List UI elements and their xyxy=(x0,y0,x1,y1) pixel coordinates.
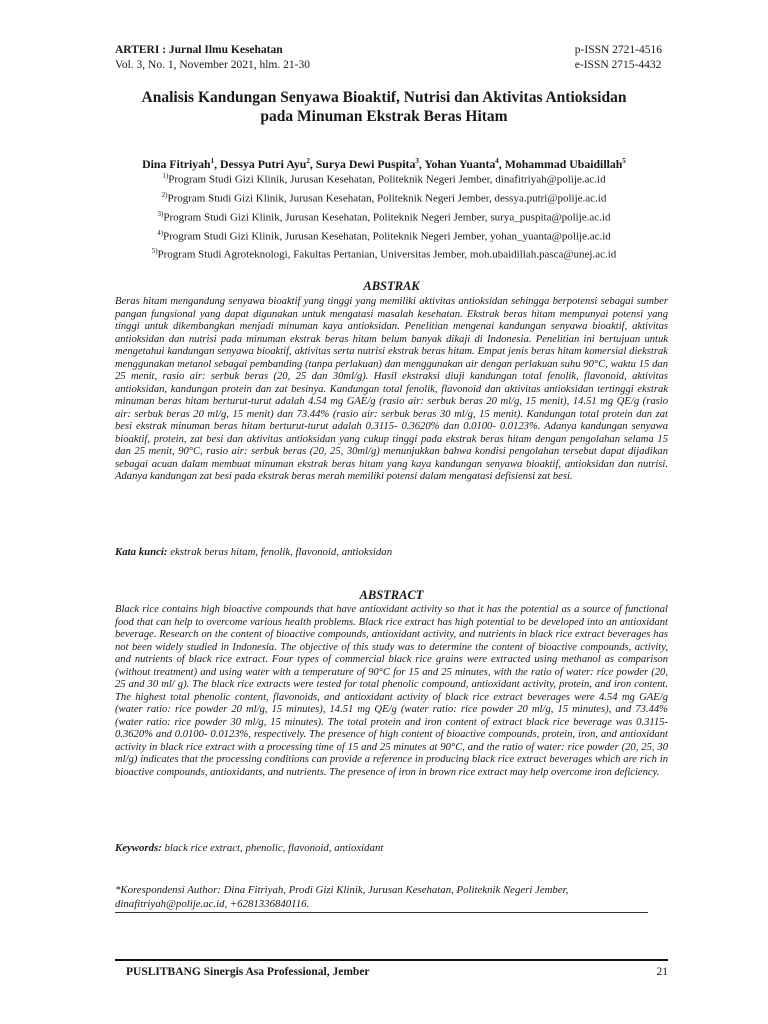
kata-kunci xyxy=(115,546,668,558)
affiliation xyxy=(100,244,668,263)
kata-kunci-text: ekstrak beras hitam, fenolik, flavonoid, antioksidan xyxy=(170,546,393,558)
title-line-2: pada Minuman Ekstrak Beras Hitam xyxy=(260,108,508,125)
affiliation-sup: 4) xyxy=(157,228,164,237)
affiliation xyxy=(100,226,668,245)
keywords-text: black rice extract, phenolic, flavonoid, antioxidant xyxy=(164,842,384,854)
author-sup: 5 xyxy=(622,157,626,165)
affiliation-sup: 1) xyxy=(162,172,169,180)
affiliation-list xyxy=(100,169,668,263)
affiliation xyxy=(100,169,668,188)
keywords xyxy=(115,842,668,854)
author-name: Surya Dewi Puspita xyxy=(315,156,416,171)
author-name: Dessya Putri Ayu xyxy=(220,156,307,171)
abstrak-heading: ABSTRAK xyxy=(363,279,420,293)
journal-header xyxy=(115,43,310,73)
affiliation xyxy=(100,207,668,226)
affiliation-text: Program Studi Gizi Klinik, Jurusan Kesehatan, Politeknik Negeri Jember, dessya.putri@polije.ac.id xyxy=(167,192,607,205)
affiliation-text: Program Studi Gizi Klinik, Jurusan Kesehatan, Politeknik Negeri Jember, yohan_yuanta@polije.ac.id xyxy=(163,230,611,243)
journal-name: ARTERI : Jurnal Ilmu Kesehatan xyxy=(115,44,283,56)
affiliation xyxy=(100,188,668,207)
author-sup: 2 xyxy=(306,157,310,165)
e-issn: e-ISSN 2715-4432 xyxy=(574,59,662,71)
abstract-body: Black rice contains high bioactive compounds that have antioxidant activity so that it has the potential as a source of functional food that can help to overcome various health problems. Black rice extract has high potential to be developed into an antioxidant beverage. Research on the content of bioactive compounds, antioxidant activity, and nutrients in black rice extract beverages has not been widely studied in Indonesia. The objective of this study was to determine the content of bioactive compounds, activity, and nutrients of black rice extract. Four types of commercial black rice grains were extracted using methanol as comparison (without treatment) and using water with a temperature of 90°C for 15 and 25 minutes, with the ratio of water: rice powder (20, 25 and 30 ml/ g). The black rice extracts were tested for total phenolic compound, antioxidant activity, protein, and iron content. The highest total phenolic content, flavonoids, and antioxidant activity of black rice extract beverages were 4.54 mg GAE/g (water ratio: rice powder 20 ml/g, 15 minutes), 14.51 mg QE/g (water ratio: rice powder 20 ml/g, 15 minutes), and 73.44% (water ratio: rice powder 30 ml/g, 15 minutes). The total protein and iron content of extract black rice beverage was 0.3115- 0.3620% and 0.0100- 0.0123%, respectively. The presence of high content of bioactive compounds, protein, iron, and antioxidant activity in black rice extract with a processing time of 15 and 25 minutes at 90°C, and the ratio of water: rice powder (20, 25, 30 ml/g) indicates that the processing conditions can provide a reference in producing black rice extract beverages which are rich in bioactive compounds, antioxidants, and nutrients. The presence of iron in brown rice extract may help overcome iron deficiency. xyxy=(115,604,668,778)
publisher-name: PUSLITBANG Sinergis Asa Professional, Jember xyxy=(126,966,370,978)
affiliation-sup: 5) xyxy=(151,247,158,256)
kata-kunci-label: Kata kunci: xyxy=(115,546,168,558)
correspondence-line-2: dinafitriyah@polije.ac.id, +6281336840116. xyxy=(115,898,310,910)
p-issn: p-ISSN 2721-4516 xyxy=(574,44,662,56)
issn-block xyxy=(575,43,662,73)
affiliation-text: Program Studi Gizi Klinik, Jurusan Kesehatan, Politeknik Negeri Jember, dinafitriyah@polije.ac.id xyxy=(168,173,606,186)
correspondence-note xyxy=(115,883,668,911)
author-name: Mohammad Ubaidillah xyxy=(504,156,623,171)
journal-volume: Vol. 3, No. 1, November 2021, hlm. 21-30 xyxy=(115,59,310,71)
author-list: Dina Fitriyah$^1$, Dessya Putri Ayu$^2$, Surya Dewi Puspita$^3$, Yohan Yuanta$^4$, Mohammad Ubaidillah$^5$ xyxy=(142,156,626,171)
affiliation-text: Program Studi Agroteknologi, Fakultas Pertanian, Universitas Jember, moh.ubaidillah.pasca@unej.ac.id xyxy=(157,249,617,262)
page-number: 21 xyxy=(656,966,668,978)
author-sup: 4 xyxy=(495,157,499,165)
affiliation-sup: 2) xyxy=(161,190,168,199)
author-sup: 1 xyxy=(210,157,215,165)
footer-rule xyxy=(115,959,668,961)
title-line-1: Analisis Kandungan Senyawa Bioaktif, Nutrisi dan Aktivitas Antioksidan xyxy=(141,89,627,106)
keywords-label: Keywords: xyxy=(115,842,162,854)
author-name: Dina Fitriyah xyxy=(142,156,211,171)
abstrak-body: Beras hitam mengandung senyawa bioaktif yang tinggi yang memiliki aktivitas antioksidan sehingga berpotensi sebagai sumber pangan fungsional yang dapat digunakan untuk mengatasi masalah kesehatan. Ekstrak beras hitam mempunyai potensi yang tinggi untuk dikembangkan menjadi minuman kaya antioksidan. Penelitian mengenai kandungan senyawa bioaktif, aktivitas antioksidan dan nutrisi pada minuman ekstrak beras hitam belum banyak dikaji di Indonesia. Penelitian ini bertujuan untuk mengetahui kandungan senyawa bioaktif, aktivitas serta nutrisi ekstrak beras hitam. Empat jenis beras hitam komersial diekstrak menggunakan metanol sebagai pembanding (tanpa perlakuan) dan menggunakan air dengan perlakuan suhu 90°C, waktu 15 dan 25 menit, rasio air: serbuk beras (20, 25 dan 30ml/g). Hasil ekstraksi diuji kandungan total fenolik, flavonoid, aktivitas antioksidan, kandungan protein dan zat besinya. Kandungan total fenolik, flavonoid dan aktivitas antioksidan tertinggi ekstrak minuman beras hitam berturut-turut adalah 4.54 mg GAE/g (rasio air: serbuk beras 20 ml/g, 15 menit), 14.51 mg QE/g (rasio air: serbuk beras 20 ml/g, 15 menit) dan 73.44% (rasio air: serbuk beras 30 ml/g, 15 menit). Kandungan total protein dan zat besi ekstrak minuman beras hitam berturut-turut adalah 0.3115- 0.3620% dan 0.0100- 0.0123%. Adanya kandungan senyawa bioaktif, protein, zat besi dan aktivitas antioksidan yang cukup tinggi pada ekstrak beras hitam dengan pengolahan selama 15 dan 25 menit, 90°C, rasio air: serbuk beras (20, 25, 30ml/g) menunjukkan bahwa kondisi pengolahan tersebut dapat dijadikan sebagai acuan dalam membuat minuman ekstrak beras hitam yang kaya kandungan senyawa bioaktif, antioksidan dan nutrisi. Adanya kandungan zat besi pada ekstrak beras merah memiliki potensi dalam mengatasi defisiensi zat besi. xyxy=(115,296,668,482)
correspondence-line-1: *Korespondensi Author: Dina Fitriyah, Prodi Gizi Klinik, Jurusan Kesehatan, Politeknik Negeri Jember, xyxy=(115,884,569,896)
author-sup: 3 xyxy=(415,157,419,165)
affiliation-sup: 3) xyxy=(157,209,164,218)
affiliation-text: Program Studi Gizi Klinik, Jurusan Kesehatan, Politeknik Negeri Jember, surya_puspita@polije.ac.id xyxy=(163,211,611,224)
paper-title xyxy=(100,88,668,126)
author-name: Yohan Yuanta xyxy=(424,156,496,171)
footnote-rule xyxy=(115,912,648,913)
abstract-heading: ABSTRACT xyxy=(359,588,424,602)
